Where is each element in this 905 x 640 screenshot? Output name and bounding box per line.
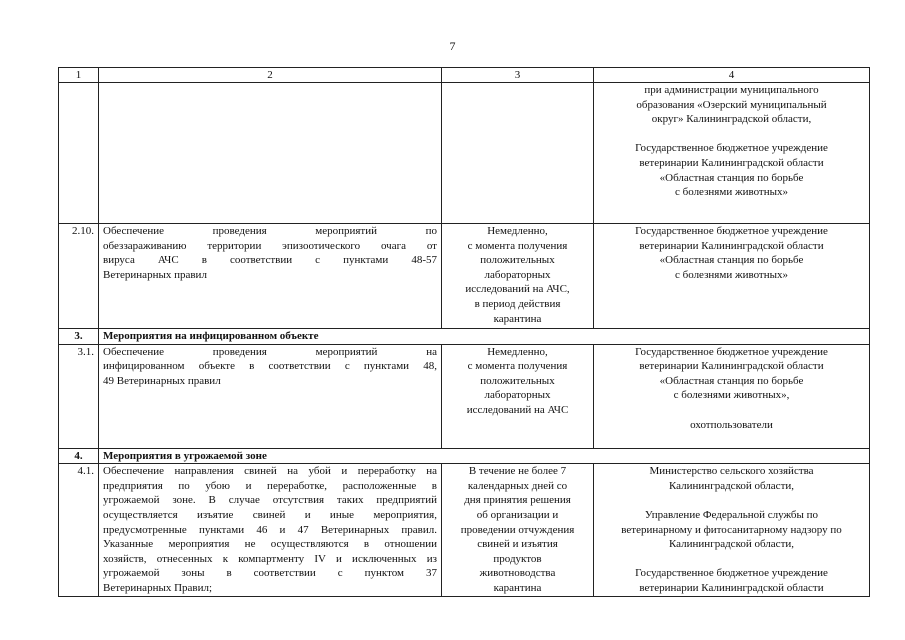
text-line: с болезнями животных»,	[673, 389, 790, 402]
text-line: округ» Калининградской области,	[651, 113, 812, 126]
row-deadline	[442, 464, 594, 597]
text-line: Государственное бюджетное учреждение	[635, 225, 828, 237]
row-deadline	[442, 344, 594, 448]
text-line: животноводства	[479, 567, 556, 580]
text-line: лабораторных	[484, 389, 551, 402]
table-row-continued	[59, 83, 870, 224]
blank-line	[598, 403, 865, 418]
text-line: положительных	[480, 254, 555, 267]
text-line: Обеспечение проведения мероприятий на	[103, 345, 437, 358]
row-responsible	[594, 83, 870, 224]
row-number: 3.1.	[59, 344, 99, 448]
row-responsible	[594, 224, 870, 329]
row-deadline	[442, 224, 594, 329]
text-line: угрожаемой зоны в соответствии с пунктом 37	[103, 567, 437, 580]
row-number: 4.1.	[59, 464, 99, 597]
text-line: карантина	[493, 581, 542, 594]
text-line: Министерство сельского хозяйства	[649, 465, 814, 478]
header-col-2: 2	[99, 68, 442, 83]
row-measure	[99, 464, 442, 597]
text-line: охотпользователи	[690, 418, 773, 431]
section-number: 3.	[59, 329, 99, 345]
text-line: дня принятия решения	[464, 494, 571, 507]
table-row-2-10	[59, 224, 870, 329]
row-number: 2.10.	[59, 224, 99, 329]
text-line: инфицированном объекте в соответствии с пунктами 48,	[103, 360, 437, 373]
text-line: образования «Озерский муниципальный	[636, 98, 827, 111]
row-number	[59, 83, 99, 224]
text-line: Государственное бюджетное учреждение	[635, 345, 828, 358]
text-line: Ветеринарных Правил;	[103, 581, 213, 594]
header-col-4: 4	[594, 68, 870, 83]
text-line: Обеспечение направления свиней на убой и переработку на	[103, 465, 437, 478]
text-line: «Областная станция по борьбе	[659, 374, 804, 387]
text-line: обеззараживанию территории эпизоотического очага от	[103, 239, 437, 252]
row-measure	[99, 83, 442, 224]
measures-table	[58, 67, 870, 597]
header-col-1: 1	[59, 68, 99, 83]
row-measure	[99, 344, 442, 448]
text-line: Государственное бюджетное учреждение	[635, 567, 828, 580]
text-line: исследований на АЧС,	[465, 283, 570, 296]
text-line: осуществляется изъятие свиней и иные мероприятия,	[103, 508, 437, 521]
section-title: Мероприятия на инфицированном объекте	[99, 329, 870, 345]
text-line: проведении отчуждения	[460, 523, 575, 536]
row-responsible	[594, 344, 870, 448]
text-line: положительных	[480, 374, 555, 387]
text-line: календарных дней со	[467, 479, 568, 492]
text-line: исследований на АЧС	[466, 403, 569, 416]
table-row-3-1	[59, 344, 870, 448]
text-line: Немедленно,	[487, 225, 548, 237]
text-line: карантина	[493, 312, 542, 325]
text-line: свиней и изъятия	[477, 538, 558, 551]
text-line: предусмотренные пунктами 46 и 47 Ветеринарных правил.	[103, 523, 437, 536]
text-line: с момента получения	[467, 360, 568, 373]
text-line: Калининградской области,	[668, 538, 795, 551]
text-line: Немедленно,	[487, 345, 548, 358]
text-line: вируса АЧС в соответствии с пунктами 48-57	[103, 254, 437, 267]
text-line: Государственное бюджетное учреждение	[635, 142, 828, 155]
text-line: Ветеринарных правил	[103, 268, 207, 281]
text-line: лабораторных	[484, 268, 551, 281]
table-header-row	[59, 68, 870, 83]
text-line: ветеринарии Калининградской области	[639, 239, 824, 252]
text-line: Управление Федеральной службы по	[644, 508, 819, 521]
table-row-4-1	[59, 464, 870, 597]
row-measure	[99, 224, 442, 329]
text-line: ветеринарии Калининградской области	[639, 156, 824, 169]
text-line: с болезнями животных»	[674, 186, 789, 199]
row-responsible	[594, 464, 870, 597]
blank-line	[598, 127, 865, 142]
section-row-3	[59, 329, 870, 345]
text-line: «Областная станция по борьбе	[659, 254, 804, 267]
text-line: 49 Ветеринарных правил	[103, 374, 221, 387]
header-col-3: 3	[442, 68, 594, 83]
text-line: ветеринарному и фитосанитарному надзору по	[621, 523, 842, 536]
section-title: Мероприятия в угрожаемой зоне	[99, 448, 870, 464]
text-line: Указанные мероприятия не осуществляются в отношении	[103, 538, 437, 551]
text-line: «Областная станция по борьбе	[659, 171, 804, 184]
text-line: в период действия	[474, 297, 561, 310]
section-row-4	[59, 448, 870, 464]
text-line: Калининградской области,	[668, 479, 795, 492]
text-line: хозяйств, отнесенных к компартменту IV и исключенных из	[103, 552, 437, 565]
text-line: угрожаемой зоне. В случае отсутствия таких предприятий	[103, 494, 437, 507]
text-line: предприятия по убою и переработке, расположенные в	[103, 479, 437, 492]
text-line: с болезнями животных»	[674, 268, 789, 281]
text-line: при администрации муниципального	[644, 84, 819, 96]
section-number: 4.	[59, 448, 99, 464]
text-line: продуктов	[493, 552, 542, 565]
page-number: 7	[449, 39, 456, 53]
row-deadline	[442, 83, 594, 224]
text-line: с момента получения	[467, 239, 568, 252]
text-line: В течение не более 7	[468, 465, 567, 478]
blank-line	[598, 552, 865, 567]
text-line: ветеринарии Калининградской области	[639, 360, 824, 373]
text-line: Обеспечение проведения мероприятий по	[103, 225, 437, 237]
text-line: об организации и	[476, 508, 559, 521]
text-line: ветеринарии Калининградской области	[639, 581, 824, 594]
blank-line	[598, 493, 865, 508]
